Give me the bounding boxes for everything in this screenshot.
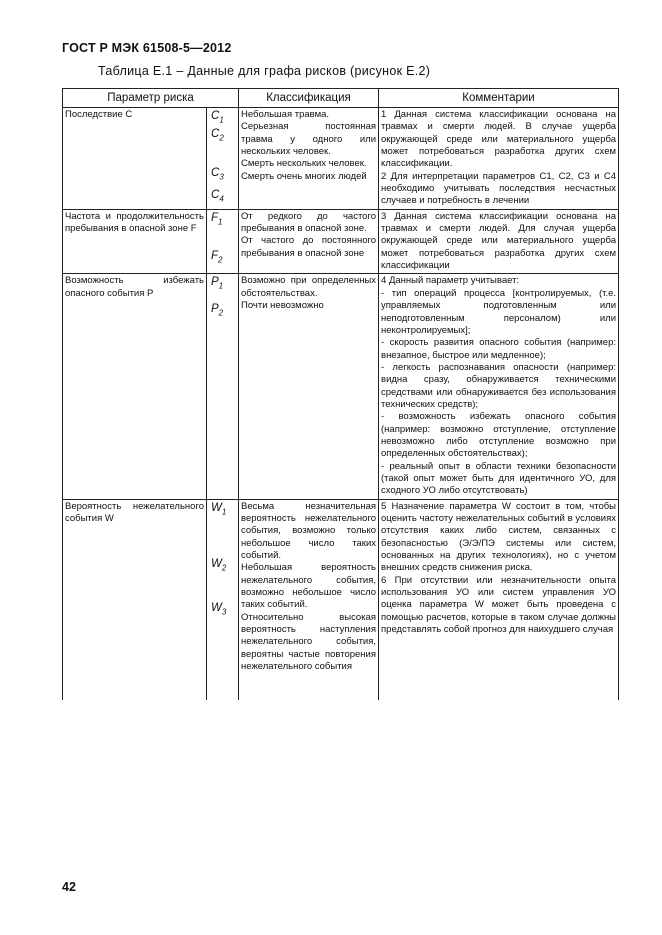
symbol-c3: $C_3$	[211, 166, 224, 181]
comment-paragraph: 3 Данная система классификации основана на травмах и смерти людей. Для случая ущерба окружающей среде или материального ущерба может потребоваться разработка других схем классификации	[381, 210, 617, 272]
classification-item: От частого до постоянного пребывания в опасной зоне	[241, 235, 377, 259]
symbol-c4: $C_4$	[211, 188, 224, 204]
comment-paragraph: 1 Данная система классификации основана на травмах и смерти людей. В случае ущерба окружающей среде или материального ущерба может потребоваться разработка других схем классификации.	[381, 109, 617, 170]
comment-paragraph: - легкость распознавания опасности (например: видна сразу, обнаруживается техническими средствами или обнаруживается без использования технических средств);	[381, 361, 617, 410]
comment-cell	[379, 274, 619, 499]
column-header-classification: Классификация	[239, 89, 379, 108]
classification-item: Смерть очень многих людей	[241, 170, 367, 182]
comment-cell	[379, 499, 619, 700]
symbol-c2: $C_2$	[211, 128, 224, 143]
parameter-name: Возможность избежать опасного события P	[65, 275, 204, 299]
classification-cell	[239, 108, 379, 210]
symbol-w2: $W_2$	[211, 557, 227, 573]
classification-item: Серьезная постоянная травма у одного или нескольких человек.	[241, 121, 377, 158]
column-header-parameter: Параметр риска	[63, 89, 239, 108]
table-header-row	[63, 89, 619, 108]
document-header: ГОСТ Р МЭК 61508-5—2012	[62, 41, 232, 55]
classification-item: От редкого до частого пребывания в опасной зоне.	[241, 210, 377, 235]
parameter-cell	[63, 274, 207, 499]
symbol-cell	[207, 274, 239, 499]
symbol-w3: $W_3$	[211, 602, 227, 617]
parameter-cell	[63, 499, 207, 700]
comment-paragraph: 4 Данный параметр учитывает:	[381, 275, 520, 287]
comment-paragraph: 6 При отсутствии или незначительности опыта использования УО или систем управления УО оценка параметра W может быть проведена с помощью расчетов, которые в таком случае должны представлять собой прогноз для наихудшего случая	[381, 574, 617, 636]
parameter-cell	[63, 108, 207, 210]
parameter-name: Вероятность нежелательного события W	[65, 500, 204, 524]
symbol-cell	[207, 499, 239, 700]
comment-paragraph: - реальный опыт в области техники безопасности (такой опыт может быть для идентичного УО, для сходного УО либо отсутствовать)	[381, 460, 617, 497]
comment-paragraph: - возможность избежать опасного события (например: возможно отступление, отступление невозможно либо отступление возможно при определенных обстоятельствах);	[381, 411, 617, 460]
comment-paragraph: 2 Для интерпретации параметров C1, C2, C3 и C4 необходимо учитывать последствия несчастных случаев и потребность в лечении	[381, 170, 617, 207]
parameter-name: Последствие C	[65, 109, 133, 120]
symbol-p1: $P_1$	[211, 276, 224, 291]
classification-item: Почти невозможно	[241, 300, 324, 312]
classification-cell	[239, 499, 379, 700]
classification-cell	[239, 274, 379, 499]
parameter-name: Частота и продолжительность пребывания в опасной зоне F	[65, 210, 204, 235]
symbol-f2: $F_2$	[211, 250, 223, 265]
symbol-cell	[207, 209, 239, 274]
classification-item: Смерть нескольких человек.	[241, 158, 367, 170]
column-header-comments: Комментарии	[379, 89, 619, 108]
comment-paragraph: 5 Назначение параметра W состоит в том, чтобы оценить частоту нежелательных событий в условиях отсутствия каких либо систем, связанных с безопасностью (Э/Э/ПЭ системы или систем, основанных на других технологиях), но с учетом внешних средств снижения риска.	[381, 500, 617, 574]
table-row	[63, 499, 619, 700]
symbol-p2: $P_2$	[211, 302, 224, 318]
table-row	[63, 209, 619, 274]
symbol-c1: $C_1$	[211, 110, 224, 125]
comment-cell	[379, 209, 619, 274]
table-row	[63, 274, 619, 499]
classification-cell	[239, 209, 379, 274]
classification-item: Относительно высокая вероятность наступления нежелательного события, вероятны частые повторения нежелательного события	[241, 611, 377, 673]
comment-paragraph: - тип операций процесса [контролируемых, (т.е. управляемых подготовленным или неподготовленным персоналом) или неконтролируемых];	[381, 287, 617, 336]
classification-item: Небольшая травма.	[241, 109, 330, 120]
symbol-w1: $W_1$	[211, 501, 227, 516]
classification-item: Возможно при определенных обстоятельствах.	[241, 275, 377, 299]
symbol-f1: $F_1$	[211, 211, 223, 227]
page-number: 42	[62, 880, 76, 894]
classification-item: Небольшая вероятность нежелательного события, возможно небольшое число таких событий.	[241, 562, 377, 611]
table-row	[63, 108, 619, 210]
risk-graph-data-table	[62, 88, 619, 700]
parameter-cell	[63, 209, 207, 274]
table-caption: Таблица Е.1 – Данные для графа рисков (рисунок Е.2)	[98, 64, 431, 78]
comment-cell	[379, 108, 619, 210]
symbol-cell	[207, 108, 239, 210]
classification-item: Весьма незначительная вероятность нежелательного события, возможно только небольшое число таких событий.	[241, 500, 377, 562]
comment-paragraph: - скорость развития опасного события (например: внезапное, быстрое или медленное);	[381, 337, 617, 361]
